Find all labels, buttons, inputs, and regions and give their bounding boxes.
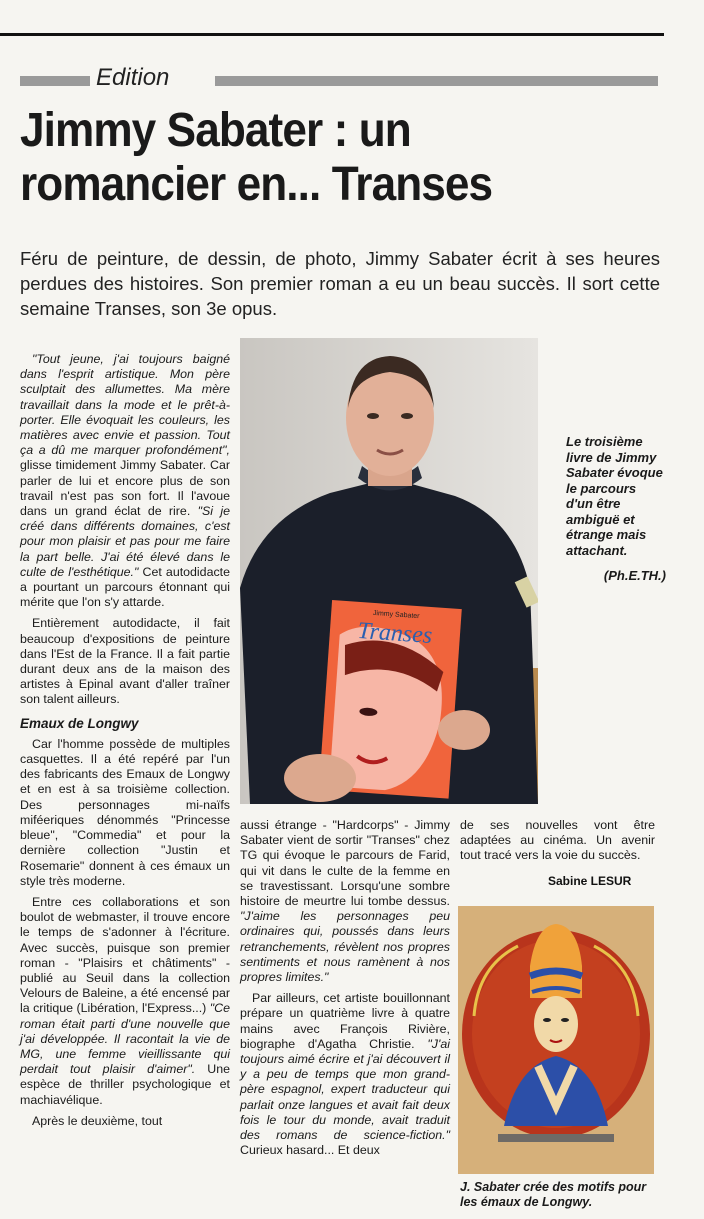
paragraph <box>240 818 450 985</box>
paragraph: de ses nouvelles vont être adaptées au cinéma. Un avenir tout tracé vers la voie du succès. <box>460 818 655 863</box>
column-2 <box>240 818 450 1164</box>
paragraph: Car l'homme possède de multiples casquettes. Il a été repéré par l'un des fabricants des Emaux de Longwy et en est à sa troisième collection. Des personnages mi-naïfs miféeriques dénommés "Princesse bleue", "Commedia" et pour la dernière collection "Justin et Rosemarie" donnent à ces émaux un style très moderne. <box>20 736 230 888</box>
section-rubric <box>20 64 658 91</box>
paragraph <box>20 352 230 610</box>
text: Curieux hasard... Et deux <box>240 1143 380 1158</box>
quote: "Ce roman était parti d'une nouvelle que j'ai développée. Il racontait la vie de MG, une femme vieillissante qui perdait tout plaisir d'aimer". <box>20 1001 230 1077</box>
rubric-bar-right <box>215 76 658 86</box>
text: Entre ces collaborations et son boulot de webmaster, il trouve encore le temps de s'adonner à l'écriture. Avec succès, puisque son premier roman - "Plaisirs et châtiments" - publié au Seuil dans la collection Velours de Baleine, a été encensé par la critique (Libération, l'Express...) <box>20 894 230 1016</box>
quote: "J'ai toujours aimé écrire et j'ai découvert il y a peu de temps que mon grand-père espagnol, expert traducteur qui parlait onze langues et avait fait deux fois le tour du monde, avait traduit des romans de science-fiction." <box>240 1036 450 1143</box>
paragraph: Entièrement autodidacte, il fait beaucoup d'expositions de peinture dans l'Est de la France. Il a fait partie durant deux ans de la maison des artistes à Epinal avant d'aller traîner son talent ailleurs. <box>20 616 230 707</box>
author-photo-illustration <box>240 338 538 804</box>
book-author: Jimmy Sabater <box>372 609 420 621</box>
text: aussi étrange - "Hardcorps" - Jimmy Sabater vient de sortir "Transes" chez TG qui évoque le parcours de Farid, qui vit dans le culte de la femme en se travestissant. Lorsqu'une sombre histoire de meurtre lui tombe dessus. <box>240 818 450 909</box>
text: Une espèce de thriller psychologique et machiavélique. <box>20 1062 230 1107</box>
plate-caption: J. Sabater crée des motifs pour les émaux de Longwy. <box>460 1180 647 1209</box>
quote: "Tout jeune, j'ai toujours baigné dans l'esprit artistique. Mon père sculptait des allumettes. Ma mère travaillait dans la mode et le prêt-à-porter. Elle évoquait les couleurs, les matières avec envie et passion. Tout ça a dû me marquer profondément", <box>20 352 230 458</box>
rubric-bar-left <box>20 76 90 86</box>
lead-paragraph: Féru de peinture, de dessin, de photo, Jimmy Sabater écrit à ses heures perdues des histoires. Son premier roman a eu un beau succès. Il sort cette semaine Transes, son 3e opus. <box>20 248 660 319</box>
top-rule <box>0 33 664 36</box>
quote: "J'aime les personnages peu ordinaires qui, poussés dans leurs retranchements, révèlent nos propres sentiments et nous ramènent à nos propres limites." <box>240 909 450 985</box>
rubric-label: Edition <box>96 64 170 91</box>
text: Cet autodidacte a pourtant un parcours étonnant qui mérite que l'on s'y attarde. <box>20 564 230 610</box>
column-3 <box>460 818 655 870</box>
photo-caption <box>566 434 666 584</box>
quote: "Si je créé dans différents domaines, c'est pour mon plaisir et pas pour me faire la part belle. J'ai été élevé dans le culte de l'esthétique." <box>20 504 230 579</box>
paragraph <box>20 895 230 1108</box>
text: glisse timidement Jimmy Sabater. Car parler de lui et encore plus de son travail n'est pas son fort. Il l'avoue dans un grand éclat de rire. <box>20 458 230 519</box>
author-signature: Sabine LESUR <box>548 874 632 888</box>
subheading: Emaux de Longwy <box>20 715 139 731</box>
column-1 <box>20 352 230 1135</box>
paragraph: Après le deuxième, tout <box>32 1113 163 1128</box>
author-photo <box>240 338 538 804</box>
caption-text: Le troisième livre de Jimmy Sabater évoque le parcours d'un être ambiguë et étrange mais attachant. <box>566 434 663 558</box>
headline: Jimmy Sabater : un romancier en... Transes <box>20 104 493 211</box>
enamel-plate-photo <box>458 906 654 1174</box>
book-title: Transes <box>356 617 434 650</box>
photo-credit: (Ph.E.TH.) <box>603 568 666 583</box>
enamel-plate-illustration <box>458 906 654 1174</box>
text: Par ailleurs, cet artiste bouillonnant prépare un quatrième livre à quatre mains avec François Rivière, biographe d'Agatha Christie. <box>240 991 450 1051</box>
paragraph <box>240 991 450 1158</box>
